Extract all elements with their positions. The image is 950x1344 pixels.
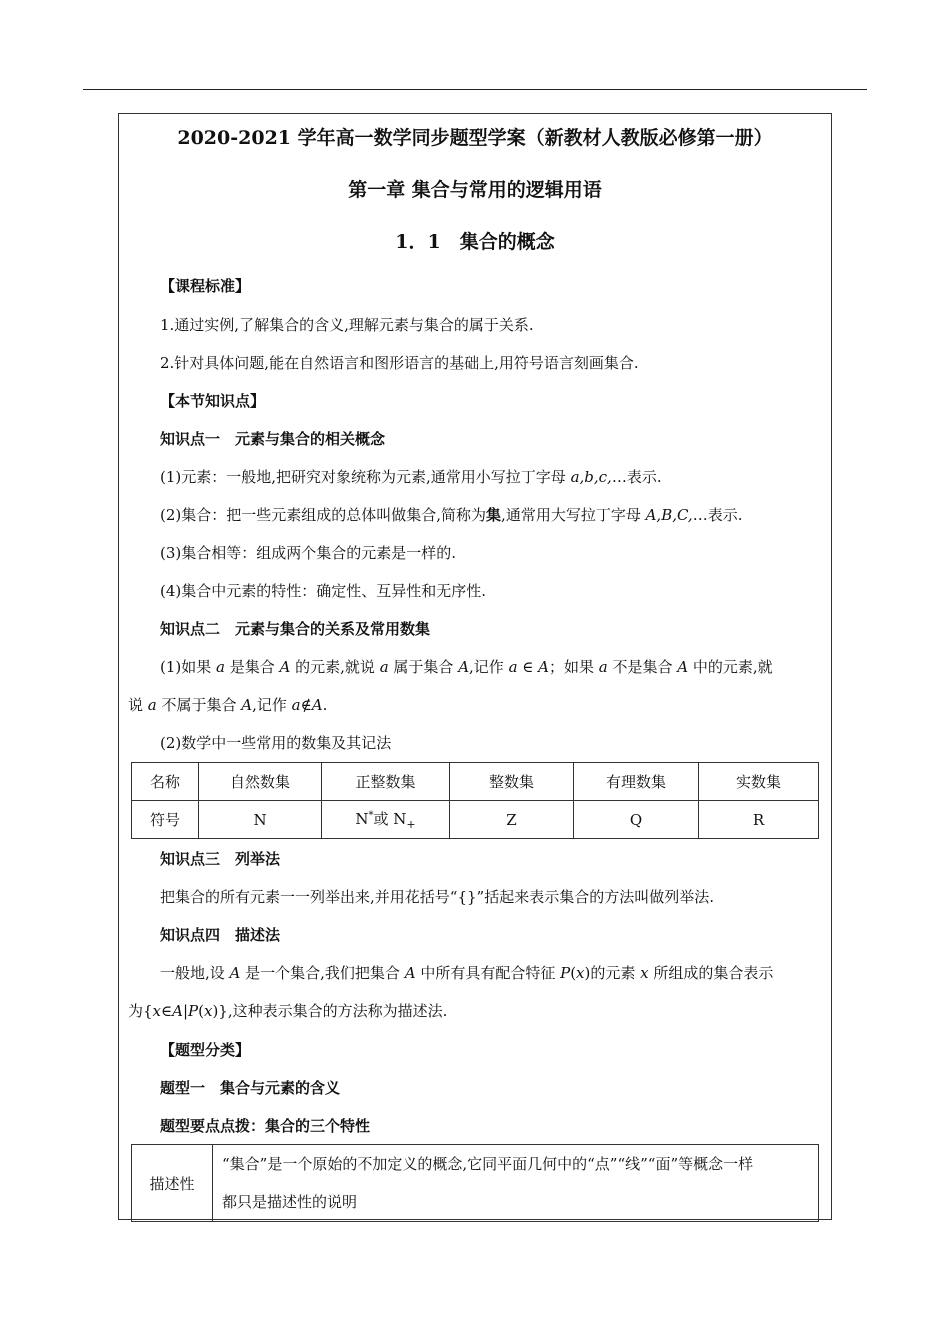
k4-paragraph-1-line-1 [160, 963, 773, 983]
k1-p2-tail: …表示. [692, 506, 743, 524]
k1-paragraph-2 [160, 505, 742, 525]
table-text-line-1: “集合”是一个原始的不加定义的概念,它同平面几何中的“点”“线”“面”等概念一样 [222, 1155, 754, 1173]
table-cell: Z [450, 801, 574, 839]
k2-paragraph-1-line-1 [160, 657, 773, 677]
text-segment: 不是集合 [607, 658, 678, 676]
table-row [132, 763, 819, 801]
text-segment: P [560, 964, 571, 982]
k2-paragraph-2: (2)数学中一些常用的数集及其记法 [160, 734, 392, 752]
text-segment: a [216, 658, 225, 676]
text-segment: 所组成的集合表示 [648, 964, 774, 982]
k1-p2-bold: 集 [486, 506, 502, 524]
text-segment: A [404, 964, 416, 982]
curriculum-item-2: 2.针对具体问题,能在自然语言和图形语言的基础上,用符号语言刻画集合. [160, 354, 639, 372]
text-segment: A [538, 658, 550, 676]
text-segment: a [147, 696, 157, 714]
k4-paragraph-1-line-2 [128, 1001, 447, 1021]
k1-p2-text: (2)集合：把一些元素组成的总体叫做集合,简称为 [160, 506, 487, 524]
text-segment: 的元素,就说 [290, 658, 380, 676]
npos-sub: + [406, 818, 416, 831]
text-segment: A [311, 696, 323, 714]
table-cell: 名称 [132, 763, 199, 801]
chapter-title: 第一章 集合与常用的逻辑用语 [348, 179, 602, 201]
header-rule [83, 89, 867, 90]
k1-paragraph-4: (4)集合中元素的特性：确定性、互异性和无序性. [160, 582, 487, 600]
k2-title: 知识点二 元素与集合的关系及常用数集 [160, 620, 431, 638]
text-segment: ∉ [300, 696, 312, 714]
k3-paragraph-1: 把集合的所有元素一一列举出来,并用花括号“{}”括起来表示集合的方法叫做列举法. [160, 888, 714, 906]
text-segment: )的元素 [584, 964, 641, 982]
k1-p2-letters: A,B,C, [645, 506, 693, 524]
table-cell: R [699, 801, 819, 839]
k1-p2-mid: ,通常用大写拉丁字母 [501, 506, 646, 524]
text-segment: ( [570, 964, 577, 982]
k2-paragraph-1-line-2 [128, 695, 327, 715]
features-table [131, 1144, 819, 1222]
table-cell: 实数集 [699, 763, 819, 801]
text-segment: 中所有具有配合特征 [415, 964, 561, 982]
text-segment: 说 [128, 696, 148, 714]
k1-p1-text: (1)元素：一般地,把研究对象统称为元素,通常用小写拉丁字母 [160, 468, 571, 486]
text-segment: x [203, 1002, 213, 1020]
text-segment: 为{ [128, 1002, 153, 1020]
text-segment: ∈ [161, 1002, 173, 1020]
curriculum-item-1: 1.通过实例,了解集合的含义,理解元素与集合的属于关系. [160, 316, 534, 334]
table-cell: 有理数集 [574, 763, 699, 801]
table-cell: 正整数集 [322, 763, 450, 801]
table-cell: N [199, 801, 322, 839]
text-segment: P [188, 1002, 199, 1020]
curriculum-heading: 【课程标准】 [160, 277, 251, 295]
npos-sup: * [368, 810, 374, 821]
text-segment: ,记作 [469, 658, 509, 676]
npos-letter: N [355, 810, 369, 828]
type-1-title: 题型一 集合与元素的含义 [160, 1079, 341, 1097]
doc-title: 2020-2021 学年高一数学同步题型学案（新教材人教版必修第一册） [177, 127, 773, 149]
text-segment: 属于集合 [388, 658, 459, 676]
text-segment: a [379, 658, 389, 676]
text-segment: (1)如果 [160, 658, 217, 676]
text-segment: a [291, 696, 301, 714]
text-segment: 是一个集合,我们把集合 [240, 964, 405, 982]
k4-title: 知识点四 描述法 [160, 926, 281, 944]
text-segment: A [677, 658, 689, 676]
table-row [132, 801, 819, 839]
table-cell: 整数集 [450, 763, 574, 801]
table-row [132, 1145, 819, 1222]
text-segment: 不属于集合 [156, 696, 242, 714]
text-segment: 一般地,设 [160, 964, 230, 982]
text-segment: A [241, 696, 253, 714]
text-segment: A [229, 964, 241, 982]
k1-paragraph-3: (3)集合相等：组成两个集合的元素是一样的. [160, 544, 457, 562]
text-segment: 中的元素,就 [688, 658, 773, 676]
text-segment: A [279, 658, 291, 676]
types-heading: 【题型分类】 [160, 1041, 251, 1059]
table-cell: 符号 [132, 801, 199, 839]
k1-p1-letters: a,b,c, [570, 468, 612, 486]
k1-title: 知识点一 元素与集合的相关概念 [160, 430, 386, 448]
npos-mid: 或 N [373, 810, 407, 828]
table-cell [322, 801, 450, 839]
table-text-line-2: 都只是描述性的说明 [222, 1193, 358, 1211]
table-cell [213, 1145, 819, 1222]
text-segment: ,记作 [252, 696, 292, 714]
k3-title: 知识点三 列举法 [160, 850, 281, 868]
text-segment: 是集合 [224, 658, 280, 676]
table-cell: 自然数集 [199, 763, 322, 801]
type-1-tip: 题型要点点拨：集合的三个特性 [160, 1117, 371, 1135]
text-segment: a [598, 658, 608, 676]
section-title: 1．1 集合的概念 [395, 231, 555, 253]
text-segment: )},这种表示集合的方法称为描述法. [212, 1002, 448, 1020]
text-segment: ∈ [517, 658, 539, 676]
text-segment: x [576, 964, 585, 982]
text-segment: A [172, 1002, 183, 1020]
text-segment: ；如果 [549, 658, 599, 676]
text-segment: x [152, 1002, 162, 1020]
text-segment: a [508, 658, 518, 676]
text-segment: A [458, 658, 470, 676]
k1-paragraph-1 [160, 467, 662, 487]
text-segment: ( [198, 1002, 204, 1020]
k1-p1-tail: …表示. [611, 468, 662, 486]
number-sets-table [131, 762, 819, 839]
text-segment: . [322, 696, 328, 714]
knowledge-heading: 【本节知识点】 [160, 392, 266, 410]
table-cell: 描述性 [132, 1145, 213, 1222]
table-cell: Q [574, 801, 699, 839]
text-segment: x [640, 964, 649, 982]
text-segment: | [182, 1002, 189, 1020]
